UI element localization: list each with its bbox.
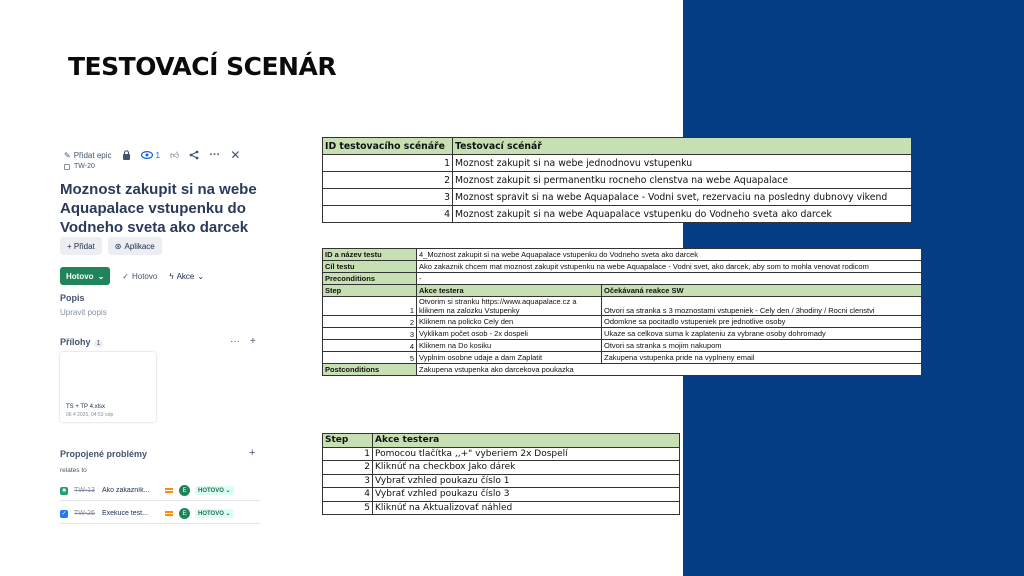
table-header-row (323, 434, 680, 448)
add-button-label: + Přidat (67, 241, 95, 251)
table-row (323, 172, 912, 189)
table-cell: Vybrať vzhled poukazu číslo 3 (373, 488, 680, 502)
column-header: Akce testera (373, 434, 680, 448)
relates-to-label: relates to (60, 467, 87, 474)
close-button[interactable] (230, 148, 240, 162)
description-placeholder[interactable]: Upravit popis (60, 308, 107, 317)
table-cell: Vyklikam počet osob - 2x dospeli (417, 328, 602, 340)
share-button[interactable] (189, 150, 199, 160)
eye-icon (141, 151, 153, 159)
apps-button[interactable] (108, 237, 162, 255)
table-cell: 5 (323, 352, 417, 364)
apps-icon: ⊛ (114, 241, 122, 251)
table-row (323, 206, 912, 223)
column-header: Step (323, 434, 373, 448)
table-cell: Moznost zakupit si na webe Aquapalace vstupenku do Vodneho sveta ako darcek (453, 206, 912, 223)
like-button[interactable] (170, 150, 179, 161)
table-row (323, 474, 680, 488)
avatar: E (179, 508, 190, 519)
chevron-down-icon: ⌄ (97, 271, 105, 281)
linked-issue-summary[interactable]: Exekuce test... (102, 510, 148, 517)
add-button[interactable] (60, 237, 102, 255)
table-header-row (323, 285, 922, 297)
linked-issue-key[interactable]: TW-26 (74, 510, 95, 517)
priority-medium-icon (165, 510, 173, 517)
attachment-card[interactable] (60, 352, 156, 422)
table-cell: Kliknem na policko Cely den (417, 316, 602, 328)
table-cell: 2 (323, 316, 417, 328)
watchers-count: 1 (155, 150, 160, 160)
priority-medium-icon (165, 487, 173, 494)
table-cell: Moznost spravit si na webe Aquapalace - Vodni svet, rezervaciu na posledny dubnovy vikend (453, 189, 912, 206)
table-cell: 2 (323, 461, 373, 475)
table-cell: 3 (323, 328, 417, 340)
table-cell: 1 (323, 447, 373, 461)
table-cell: Pomocou tlačítka ,,+" vyberiem 2x Dospelí (373, 447, 680, 461)
column-header: Očekávaná reakce SW (602, 285, 922, 297)
linked-issue-summary[interactable]: Ako zakazník... (102, 487, 150, 494)
table-cell: Vyplnim osobne udaje a dam Zaplatit (417, 352, 602, 364)
row-label: Preconditions (323, 273, 417, 285)
issue-title[interactable]: Moznost zakupit si na webe Aquapalace vstupenku do Vodneho sveta ako darcek (60, 181, 257, 236)
table-cell: Moznost zakupit si permanentku rocneho clenstva na webe Aquapalace (453, 172, 912, 189)
table-cell: 5 (323, 501, 373, 515)
issue-key-label: TW-20 (74, 163, 95, 170)
table-row (323, 352, 922, 364)
status-row (60, 267, 204, 285)
table-cell: Otvori sa stranka s 3 moznostami vstupeniek - Cely den / 3hodiny / Rocni clenstvi (602, 297, 922, 316)
table-cell: 4 (323, 340, 417, 352)
story-icon: ■ (60, 487, 68, 495)
column-header: Testovací scénář (453, 138, 912, 155)
table-row (323, 447, 680, 461)
issue-action-row (60, 237, 162, 255)
table-cell: Ako zakaznik chcem mat moznost zakupit vstupenku na webe Aquapalace - Vodni svet, ako darcek, aby som to mohla venovat rodicom (417, 261, 922, 273)
table-cell: Vybrať vzhled poukazu číslo 1 (373, 474, 680, 488)
issue-key[interactable] (64, 163, 95, 170)
table-cell: Ukaze sa celkova suma k zaplateniu za vybrane osoby dohromady (602, 328, 922, 340)
table-header-row (323, 138, 912, 155)
status-dropdown[interactable] (60, 267, 110, 285)
table-row (323, 249, 922, 261)
table-row (323, 261, 922, 273)
table-cell: 1 (323, 155, 453, 172)
attachments-label: Přílohy (60, 337, 91, 347)
table-cell: 4 (323, 488, 373, 502)
table-cell: Kliknúť na checkbox Jako dárek (373, 461, 680, 475)
linked-issues-heading: Propojené problémy (60, 449, 148, 459)
more-icon: ··· (209, 149, 221, 161)
table-cell: 4_Moznost zakupit si na webe Aquapalace vstupenku do Vodneho sveta ako darcek (417, 249, 922, 261)
status-label: Hotovo (66, 271, 94, 281)
lock-icon (122, 150, 131, 160)
table-cell: Zakupena vstupenka ako darcekova poukazka (417, 364, 922, 376)
row-label: Postconditions (323, 364, 417, 376)
column-header: Akce testera (417, 285, 602, 297)
share-icon (189, 150, 199, 160)
table-cell: Zakupena vstupenka pride na vyplneny email (602, 352, 922, 364)
attachment-name: TS + TP 4.xlsx (66, 404, 105, 410)
avatar: E (179, 485, 190, 496)
table-row (323, 501, 680, 515)
column-header: Step (323, 285, 417, 297)
table-row (323, 297, 922, 316)
attachments-tools (230, 336, 256, 347)
table-cell: Kliknúť na Aktualizovať náhled (373, 501, 680, 515)
row-label: Cíl testu (323, 261, 417, 273)
description-heading: Popis (60, 293, 85, 303)
plus-icon[interactable]: + (250, 336, 256, 347)
table-row (323, 189, 912, 206)
table-cell: 3 (323, 189, 453, 206)
scenario-table (322, 137, 912, 223)
table-row (323, 273, 922, 285)
status-badge[interactable]: HOTOVO ⌄ (195, 509, 234, 518)
resolution-label: Hotovo (131, 271, 158, 281)
table-row (323, 316, 922, 328)
table-cell: 2 (323, 172, 453, 189)
table-row (323, 461, 680, 475)
table-row (323, 328, 922, 340)
table-row (323, 488, 680, 502)
lightning-icon: ϟ (169, 271, 174, 281)
more-icon[interactable]: ··· (230, 336, 240, 347)
table-cell: Odomkne sa pocitadlo vstupeniek pre jednotlive osoby (602, 316, 922, 328)
linked-issue-row[interactable] (60, 481, 260, 501)
jira-issue-panel (52, 140, 282, 530)
table-cell: Kliknem na Do kosiku (417, 340, 602, 352)
slide-title: TESTOVACÍ SCENÁR (68, 52, 337, 81)
column-header: ID testovacího scénáře (323, 138, 453, 155)
pencil-icon: ✎ (64, 150, 71, 160)
table-cell: Otvori sa stranka s mojim nakupom (602, 340, 922, 352)
task-icon: ✓ (61, 511, 67, 517)
lock-button[interactable] (122, 150, 131, 160)
issue-type-icon (64, 164, 70, 170)
row-label: ID a název testu (323, 249, 417, 261)
add-epic-button[interactable] (64, 151, 112, 160)
table-cell: 3 (323, 474, 373, 488)
linked-issue-key[interactable]: TW-13 (74, 487, 95, 494)
apps-button-label: Aplikace (124, 241, 155, 251)
table-cell: 1 (323, 297, 417, 316)
steps-table (322, 433, 680, 515)
add-epic-label: Přidat epic (73, 150, 112, 160)
table-row (323, 155, 912, 172)
table-cell: - (417, 273, 922, 285)
table-row (323, 340, 922, 352)
test-case-table (322, 248, 922, 376)
table-cell: Moznost zakupit si na webe jednodnovu vstupenku (453, 155, 912, 172)
watch-button[interactable] (141, 151, 160, 160)
attachment-date: 06 4 2025, 04:53 odp (66, 412, 114, 418)
table-cell: 4 (323, 206, 453, 223)
table-row (323, 364, 922, 376)
thumbs-up-icon: 👍︎ (169, 149, 180, 160)
attachments-heading (60, 337, 103, 347)
status-badge[interactable]: HOTOVO ⌄ (195, 486, 234, 495)
resolution (122, 272, 157, 281)
actions-dropdown[interactable] (169, 272, 204, 281)
linked-issue-row[interactable] (60, 504, 260, 524)
close-icon: ✕ (230, 148, 241, 162)
more-button[interactable] (209, 149, 220, 161)
table-cell: Otvorim si stranku https://www.aquapalace.cz a kliknem na zalozku Vstupenky (417, 297, 602, 316)
add-link-icon[interactable]: + (249, 447, 256, 459)
attachments-count: 1 (94, 340, 104, 347)
check-icon: ✓ (122, 271, 129, 281)
chevron-down-icon: ⌄ (197, 271, 205, 281)
issue-toolbar (64, 148, 250, 162)
actions-label: Akce (176, 271, 195, 281)
